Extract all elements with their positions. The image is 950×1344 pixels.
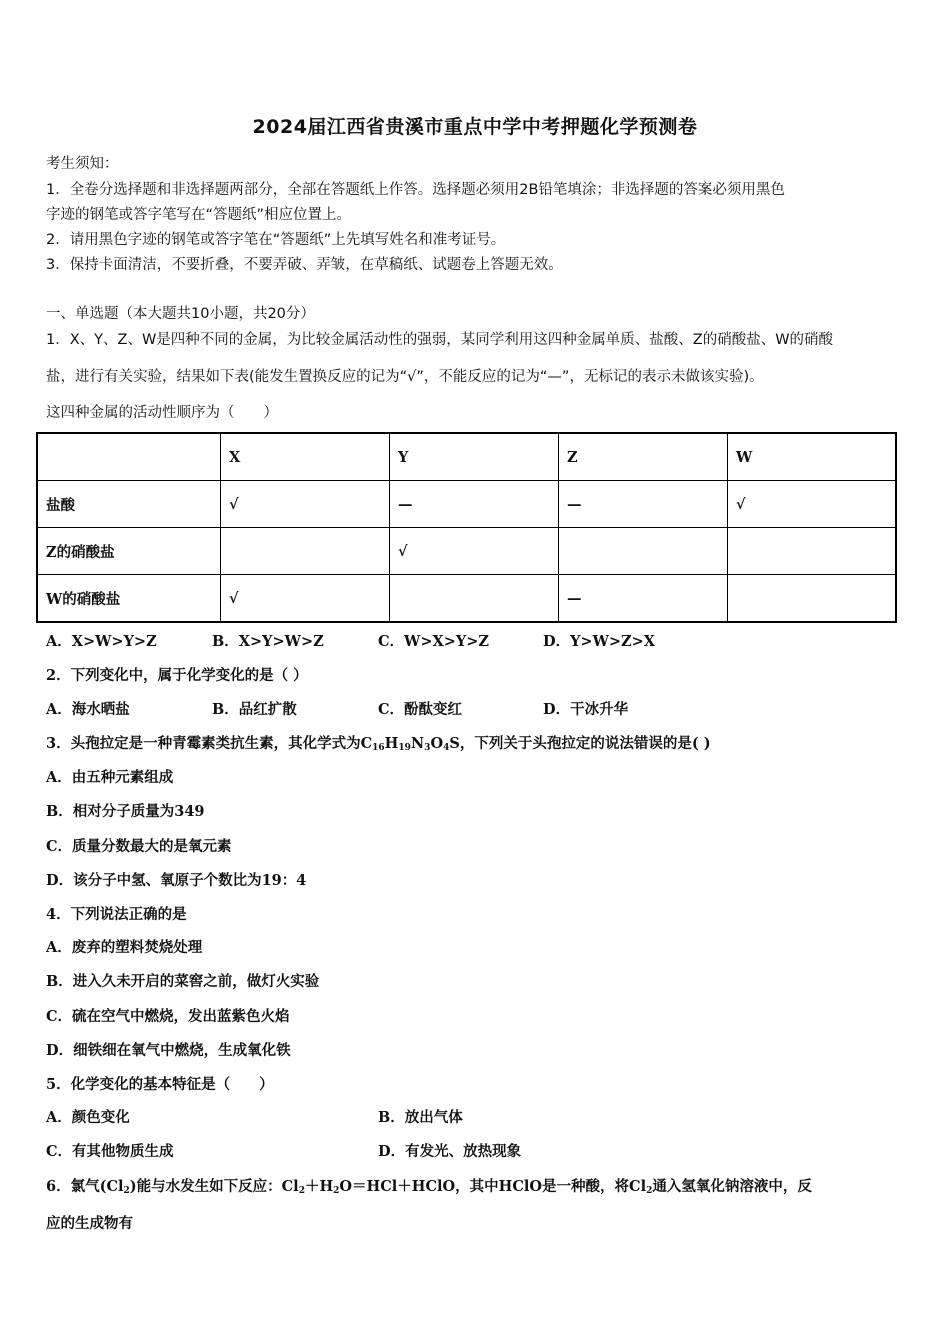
table-cell: √: [221, 481, 390, 528]
q5-option-a[interactable]: A．颜色变化: [46, 1109, 130, 1126]
formula-element: H: [384, 735, 399, 752]
table-cell: √: [728, 481, 897, 528]
notice-item: 3．保持卡面清洁，不要折叠，不要弄破、弄皱，在草稿纸、试题卷上答题无效。: [46, 257, 563, 273]
q1-results-table: [36, 432, 897, 623]
table-cell: W: [728, 433, 897, 481]
q6-stem-line2: 应的生成物有: [46, 1215, 133, 1232]
table-cell: [728, 575, 897, 623]
q6-stem: [46, 1175, 812, 1196]
table-cell: Z: [559, 433, 728, 481]
q3-option-a[interactable]: A．由五种元素组成: [46, 769, 174, 786]
q5-option-c[interactable]: C．有其他物质生成: [46, 1143, 174, 1160]
q2-option-d[interactable]: D．干冰升华: [543, 701, 629, 718]
q5-stem: 5．化学变化的基本特征是（ ）: [46, 1076, 274, 1093]
q2-option-a[interactable]: A．海水晒盐: [46, 701, 130, 718]
table-cell: W的硝酸盐: [37, 575, 221, 623]
q4-option-b[interactable]: B．进入久未开启的菜窖之前，做灯火实验: [46, 973, 320, 990]
formula-subscript: 2: [298, 1186, 305, 1196]
formula-subscript: 2: [333, 1186, 340, 1196]
formula-subscript: 19: [398, 743, 411, 753]
q2-stem: 2．下列变化中，属于化学变化的是（ ）: [46, 667, 308, 684]
table-cell: [728, 528, 897, 575]
q6-stem-text: 通入氢氧化钠溶液中，反: [652, 1178, 812, 1195]
formula-subscript: 4: [443, 743, 450, 753]
notice-item: 字迹的钢笔或答字笔写在“答题纸”相应位置上。: [46, 207, 352, 223]
table-header-row: [37, 433, 896, 481]
q3-option-b[interactable]: B．相对分子质量为349: [46, 803, 205, 820]
notice-heading: 考生须知：: [46, 156, 119, 172]
q1-option-b[interactable]: B．X>Y>W>Z: [212, 633, 324, 650]
table-cell: √: [390, 528, 559, 575]
table-cell: —: [559, 481, 728, 528]
formula-subscript: 16: [372, 743, 385, 753]
q1-option-c[interactable]: C．W>X>Y>Z: [378, 633, 489, 650]
q3-option-c[interactable]: C．质量分数最大的是氧元素: [46, 838, 232, 855]
q4-option-a[interactable]: A．废弃的塑料焚烧处理: [46, 939, 203, 956]
table-cell: [221, 528, 390, 575]
q1-option-a[interactable]: A．X>W>Y>Z: [46, 633, 157, 650]
table-row: [37, 481, 896, 528]
formula-subscript: 2: [123, 1186, 130, 1196]
q3-stem-text: S，下列关于头孢拉定的说法错误的是( ): [449, 735, 711, 752]
q2-option-c[interactable]: C．酚酞变红: [378, 701, 463, 718]
q1-stem-line: 盐，进行有关实验，结果如下表(能发生置换反应的记为“√”，不能反应的记为“—”，无标记的表示未做该实验)。: [46, 369, 764, 385]
q1-option-d[interactable]: D．Y>W>Z>X: [543, 633, 655, 650]
table-cell: [559, 528, 728, 575]
notice-item: 1．全卷分选择题和非选择题两部分，全部在答题纸上作答。选择题必须用2B铅笔填涂；非选择题的答案必须用黑色: [46, 182, 785, 198]
table-cell: —: [559, 575, 728, 623]
page-title: 2024届江西省贵溪市重点中学中考押题化学预测卷: [252, 116, 698, 138]
section-heading: 一、单选题（本大题共10小题，共20分）: [46, 306, 315, 322]
table-cell: 盐酸: [37, 481, 221, 528]
table-cell: [37, 433, 221, 481]
formula-element: O: [430, 735, 444, 752]
q6-stem-text: ＋H: [304, 1178, 334, 1195]
table-cell: —: [390, 481, 559, 528]
table-cell: X: [221, 433, 390, 481]
table-row: [37, 528, 896, 575]
q2-option-b[interactable]: B．品红扩散: [212, 701, 297, 718]
table-row: [37, 575, 896, 623]
formula-subscript: 2: [646, 1186, 653, 1196]
q4-stem: 4．下列说法正确的是: [46, 906, 187, 923]
q5-option-b[interactable]: B．放出气体: [378, 1109, 463, 1126]
q3-stem-text: 3．头孢拉定是一种青霉素类抗生素，其化学式为C: [46, 735, 373, 752]
table-cell: √: [221, 575, 390, 623]
table-cell: [390, 575, 559, 623]
q3-stem: [46, 732, 711, 753]
notice-item: 2．请用黑色字迹的钢笔或答字笔在“答题纸”上先填写姓名和准考证号。: [46, 232, 506, 248]
q1-stem-line: 这四种金属的活动性顺序为（ ）: [46, 405, 278, 421]
formula-subscript: 3: [424, 743, 431, 753]
q3-option-d[interactable]: D．该分子中氢、氧原子个数比为19：4: [46, 872, 307, 889]
q6-stem-text: O＝HCl＋HClO，其中HClO是一种酸，将Cl: [339, 1178, 647, 1195]
q4-option-c[interactable]: C．硫在空气中燃烧，发出蓝紫色火焰: [46, 1008, 290, 1025]
q6-stem-text: )能与水发生如下反应：Cl: [129, 1178, 299, 1195]
table-cell: Y: [390, 433, 559, 481]
q5-option-d[interactable]: D．有发光、放热现象: [378, 1143, 522, 1160]
q4-option-d[interactable]: D．细铁细在氧气中燃烧，生成氧化铁: [46, 1042, 291, 1059]
formula-element: N: [410, 735, 425, 752]
q6-stem-text: 6．氯气(Cl: [46, 1178, 124, 1195]
table-cell: Z的硝酸盐: [37, 528, 221, 575]
q1-stem-line: 1．X、Y、Z、W是四种不同的金属，为比较金属活动性的强弱，某同学利用这四种金属单质、盐酸、Z的硝酸盐、W的硝酸: [46, 332, 834, 348]
